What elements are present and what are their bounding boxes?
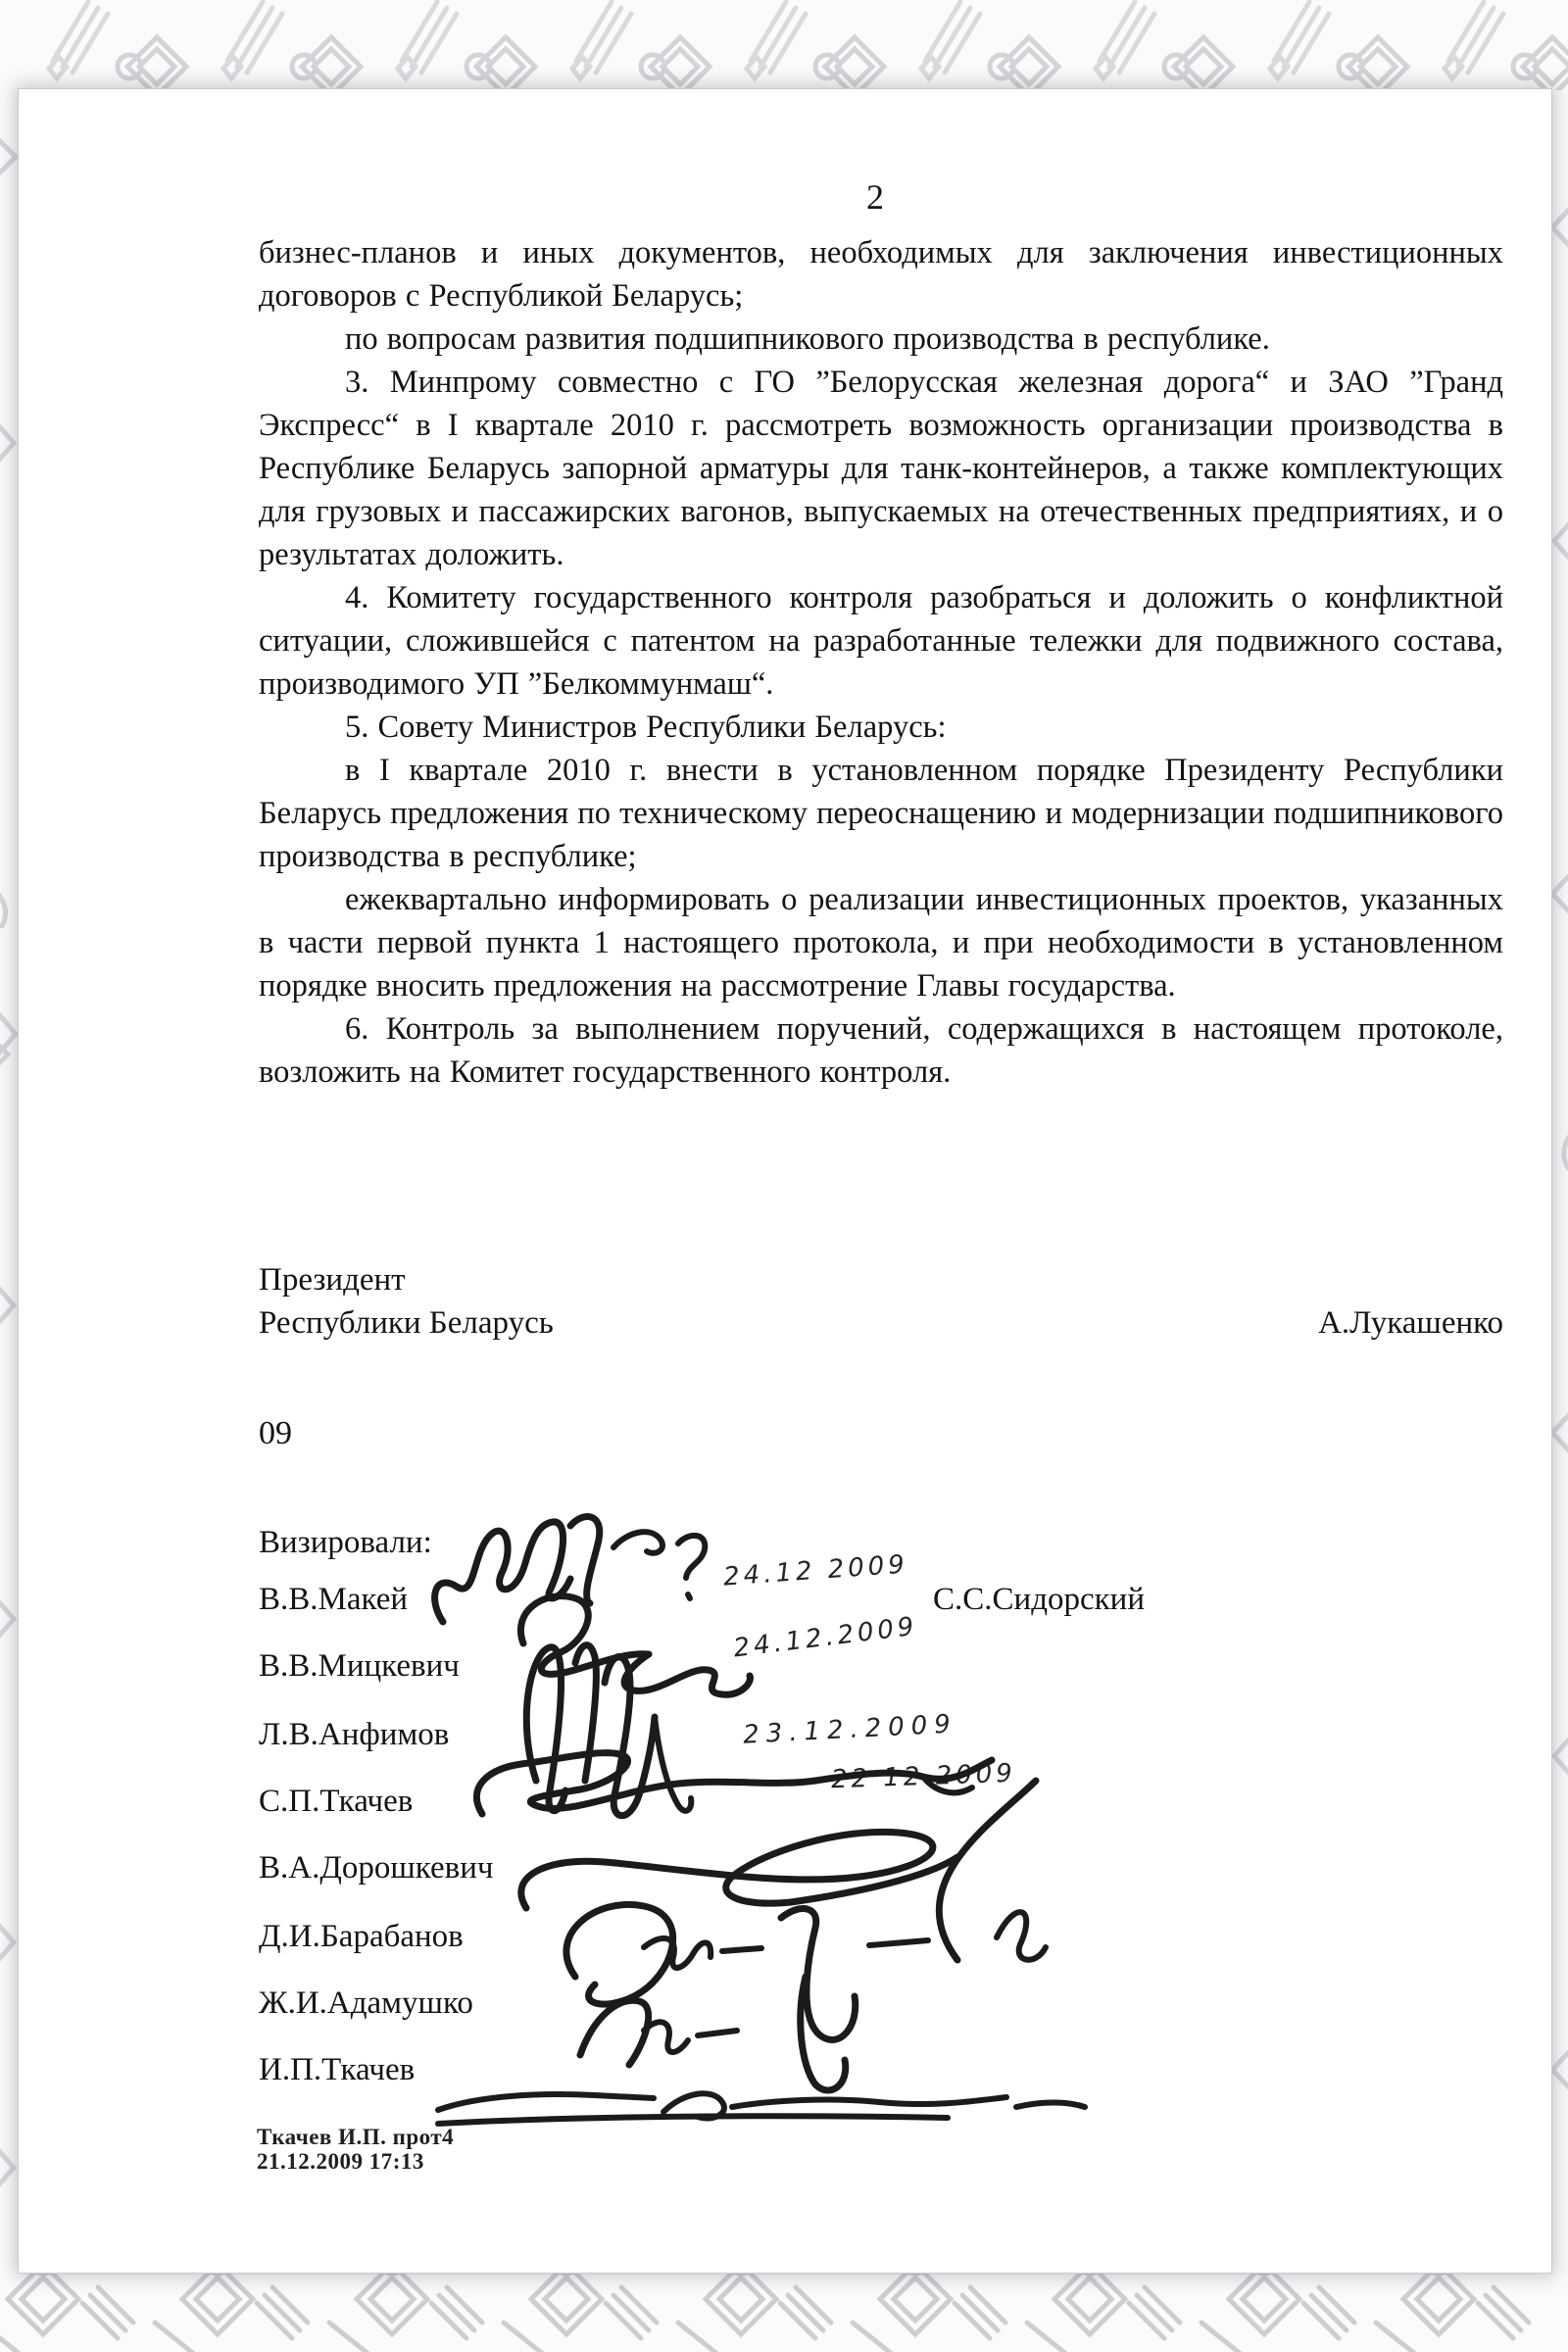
footer-datetime-line: 21.12.2009 17:13 bbox=[257, 2149, 424, 2174]
footer-author-line: Ткачев И.П. прот4 bbox=[257, 2125, 455, 2149]
page-number: 2 bbox=[866, 177, 884, 217]
body-paragraph: по вопросам развития подшипникового производства в республике. bbox=[345, 321, 1270, 357]
body-paragraph: 4. Комитету государственного контроля разобраться и доложить о конфликтной ситуации, сложившейся с патентом на разработанные тележки для подвижного состава, производимого УП ”Белкоммунмаш“. bbox=[259, 580, 1503, 702]
body-paragraph: ежеквартально информировать о реализации инвестиционных проектов, указанных в части первой пункта 1 настоящего протокола, и при необходимости в установленном порядке вносить предложения на рассмотрение Главы государства. bbox=[259, 882, 1503, 1004]
visa-name: В.В.Макей bbox=[259, 1582, 409, 1617]
president-signatory-name: А.Лукашенко bbox=[1318, 1305, 1503, 1341]
president-title-line1: Президент bbox=[259, 1262, 406, 1298]
visa-date-handwritten: 23.12.2009 bbox=[742, 1709, 958, 1750]
resolution-number: 09 bbox=[259, 1415, 292, 1451]
document-body bbox=[259, 231, 1503, 1094]
visa-name: Ж.И.Адамушко bbox=[259, 1985, 473, 2021]
visa-date-handwritten: 22 12 2009 bbox=[830, 1758, 1017, 1795]
body-paragraph: 5. Совету Министров Республики Беларусь: bbox=[345, 710, 947, 745]
visa-name: В.А.Дорошкевич bbox=[259, 1850, 494, 1886]
visa-name-right: С.С.Сидорский bbox=[933, 1582, 1145, 1617]
body-paragraph: 3. Минпрому совместно с ГО ”Белорусская железная дорога“ и ЗАО ”Гранд Экспресс“ в I квартале 2010 г. рассмотреть возможность организации производства в Республике Беларусь запорной арматуры для танк-контейнеров, а также комплектующих для грузовых и пассажирских вагонов, выпускаемых на отечественных предприятиях, и о результатах доложить. bbox=[259, 365, 1503, 572]
visa-name: Д.И.Барабанов bbox=[259, 1919, 464, 1954]
visas-heading: Визировали: bbox=[259, 1525, 432, 1560]
visa-name: Л.В.Анфимов bbox=[259, 1717, 450, 1752]
body-paragraph: в I квартале 2010 г. внести в установленном порядке Президенту Республики Беларусь предложения по техническому переоснащению и модернизации подшипникового производства в республике; bbox=[259, 753, 1503, 874]
visa-name: И.П.Ткачев bbox=[259, 2052, 416, 2087]
body-paragraph: 6. Контроль за выполнением поручений, содержащихся в настоящем протоколе, возложить на Комитет государственного контроля. bbox=[259, 1011, 1503, 1090]
body-paragraph: бизнес-планов и иных документов, необходимых для заключения инвестиционных договоров с Республикой Беларусь; bbox=[259, 235, 1503, 314]
footer-note bbox=[257, 2125, 454, 2174]
visa-date-handwritten: 24.12 2009 bbox=[722, 1549, 909, 1592]
visa-name: С.П.Ткачев bbox=[259, 1784, 414, 1819]
president-title-line2: Республики Беларусь bbox=[259, 1305, 554, 1341]
signature-tkachev-ip-icon bbox=[416, 2063, 1112, 2136]
visa-name: В.В.Мицкевич bbox=[259, 1648, 460, 1684]
visa-date-handwritten: 24.12.2009 bbox=[731, 1611, 919, 1664]
